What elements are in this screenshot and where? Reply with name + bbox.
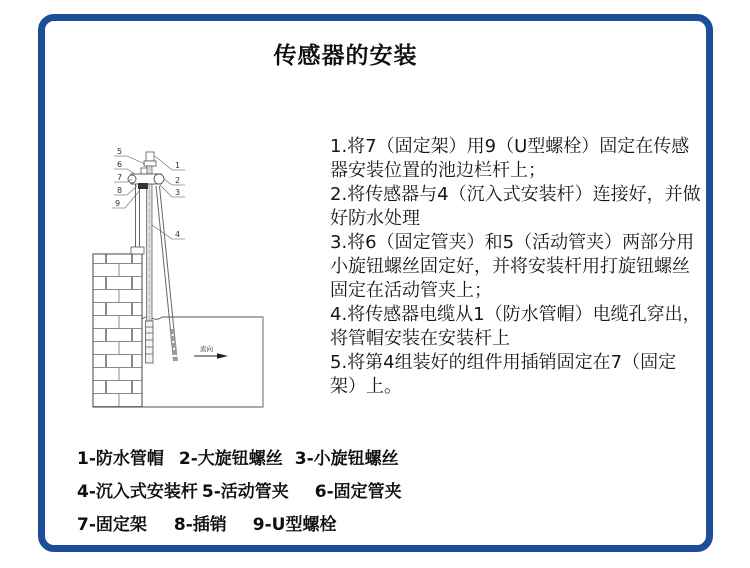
content-frame [38,14,713,552]
callout-4: 4 [175,230,181,239]
legend-row-1 [77,449,402,470]
legend-item-2: 2-大旋钮螺丝 [178,449,283,469]
callout-1: 1 [175,161,181,170]
instruction-step-1: 1.将7（固定架）用9（U型螺栓）固定在传感器安装位置的池边栏杆上； [330,136,690,181]
waterproof-cap [146,152,154,161]
legend-row-3 [77,515,402,536]
callout-8: 8 [117,186,123,195]
clamp-assembly [128,168,164,189]
installation-diagram [80,133,335,433]
instruction-step-4: 4.将传感器电缆从1（防水管帽）电缆孔穿出，将管帽安装在安装杆上 [330,304,701,349]
page-title: 传感器的安装 [273,43,418,69]
legend-item-1: 1-防水管帽 [77,449,164,469]
legend-item-5: 5-活动管夹 [201,482,289,502]
callout-6: 6 [117,160,123,169]
instruction-step-3: 3.将6（固定管夹）和5（活动管夹）两部分用小旋钮螺丝固定好，并将安装杆用打旋钮螺丝固定在活动管夹上； [330,232,695,301]
legend-item-3: 3-小旋钮螺丝 [294,449,399,469]
callout-9: 9 [115,199,121,208]
flow-label: 流向 [200,345,213,353]
legend-item-8: 8-插销 [173,515,227,535]
sensor-probe [146,321,154,363]
legend-item-9: 9-U型螺栓 [252,515,337,535]
flow-arrow [194,344,228,359]
callout-5: 5 [117,147,123,156]
water-outline [142,317,263,407]
knob-screw [154,174,164,184]
instruction-step-5: 5.将第4组装好的组件用插销固定在7（固定架）上。 [330,352,677,397]
pin-block [138,183,148,189]
brick-pillar [93,247,144,407]
diagonal-rod [156,186,177,361]
callout-3: 3 [175,188,181,197]
legend-row-2 [77,482,402,503]
legend-item-7: 7-固定架 [77,515,147,535]
legend-item-6: 6-固定管夹 [314,482,402,502]
parts-legend [77,449,402,548]
legend-item-4: 4-沉入式安装杆 [77,482,198,502]
callout-2: 2 [175,176,181,185]
callout-7: 7 [117,173,123,182]
instruction-step-2: 2.将传感器与4（沉入式安装杆）连接好，并做好防水处理 [330,184,701,229]
installation-instructions [330,135,702,399]
